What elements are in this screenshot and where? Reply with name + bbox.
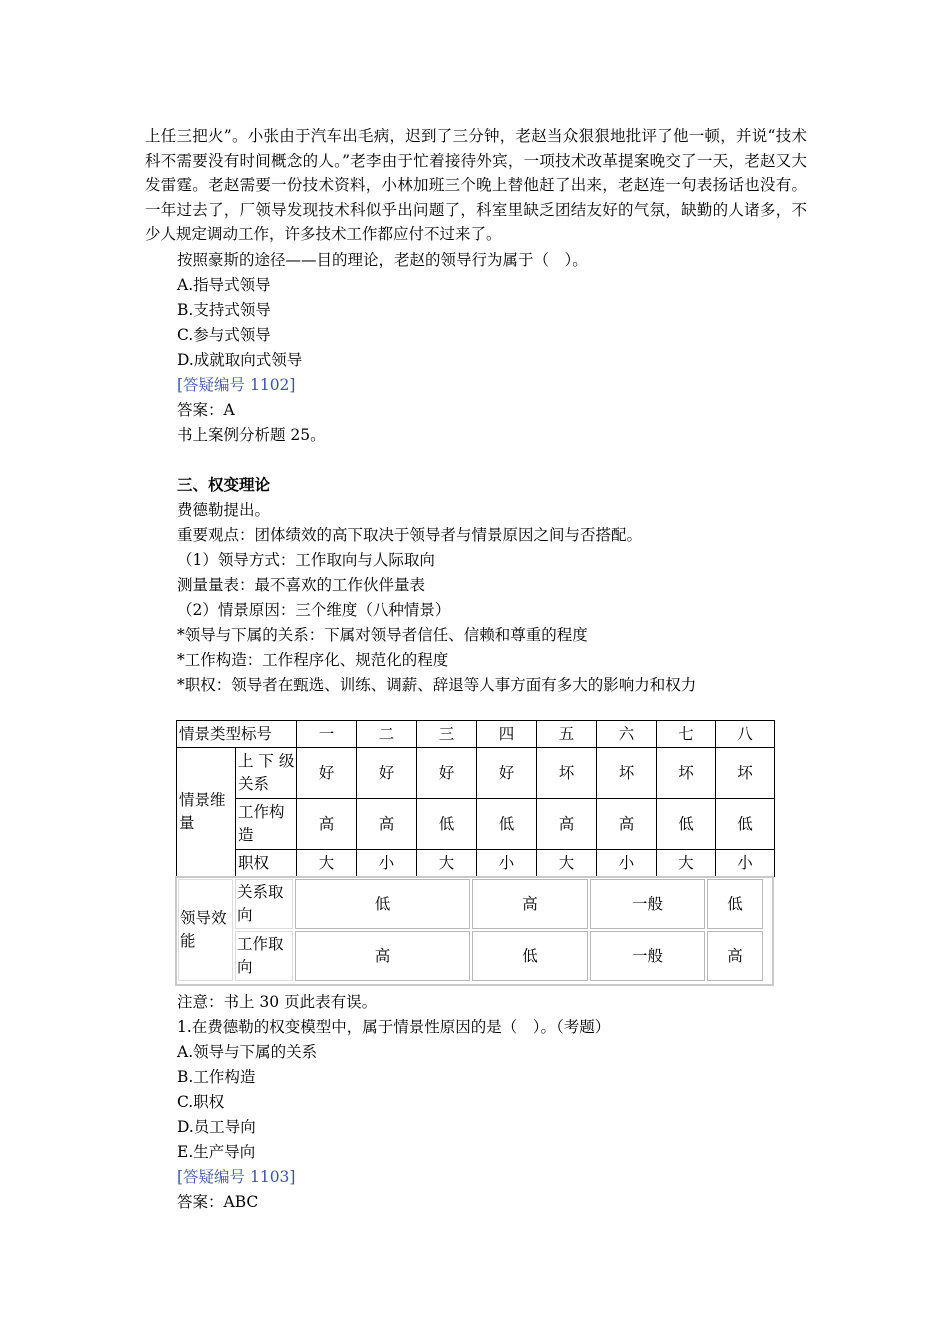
- column-header: 六: [597, 721, 657, 748]
- table-cell: 低: [477, 799, 537, 850]
- table-cell: 高: [472, 879, 588, 929]
- row-label: 上 下 级关系: [236, 748, 297, 799]
- column-header: 一: [297, 721, 357, 748]
- option-a: A.领导与下属的关系: [177, 1043, 318, 1061]
- option-e: E.生产导向: [177, 1143, 256, 1161]
- table-cell: 高: [597, 799, 657, 850]
- note-1102: 书上案例分析题 25。: [177, 426, 326, 444]
- table-cell: 大: [417, 850, 477, 877]
- section-line: （2）情景原因：三个维度（八种情景）: [177, 601, 451, 619]
- option-a: A.指导式领导: [177, 276, 271, 294]
- table-cell: 坏: [657, 748, 716, 799]
- table-cell: 大: [297, 850, 357, 877]
- section-line: （1）领导方式：工作取向与人际取向: [177, 551, 435, 569]
- column-header: 七: [657, 721, 716, 748]
- table-cell: 低: [295, 879, 470, 929]
- table-cell: 大: [537, 850, 597, 877]
- question-1102: 按照豪斯的途径——目的理论，老赵的领导行为属于（ ）。: [177, 251, 588, 269]
- table-cell: 好: [477, 748, 537, 799]
- efficacy-group-label: 领导效能: [178, 879, 233, 981]
- table-row: [178, 879, 763, 929]
- table-cell: 高: [295, 931, 470, 981]
- answer-ref-1102[interactable]: [答疑编号 1102]: [177, 376, 296, 394]
- table-cell: 好: [297, 748, 357, 799]
- table-cell: 坏: [537, 748, 597, 799]
- answer-1102: 答案：A: [177, 401, 235, 419]
- answer-1103: 答案：ABC: [177, 1193, 259, 1211]
- row-label: 关系取向: [235, 879, 293, 929]
- situation-table: [176, 720, 775, 877]
- table-cell: 低: [657, 799, 716, 850]
- option-d: D.成就取向式领导: [177, 351, 303, 369]
- efficacy-table: [176, 877, 765, 983]
- table-note: 注意：书上 30 页此表有误。: [177, 993, 378, 1011]
- table-cell: 低: [707, 879, 763, 929]
- table-cell: 高: [707, 931, 763, 981]
- intro-paragraph: 上任三把火”。小张由于汽车出毛病，迟到了三分钟，老赵当众狠狠地批评了他一顿，并说“技术科不需要没有时间概念的人。”老李由于忙着接待外宾，一项技术改革提案晚交了一天，老赵又大发雷霆。老赵需要一份技术资料，小林加班三个晚上替他赶了出来，老赵连一句表扬话也没有。一年过去了，厂领导发现技术科似乎出问题了，科室里缺乏团结友好的气氛，缺勤的人诸多，不少人规定调动工作，许多技术工作都应付不过来了。: [145, 127, 807, 244]
- header-label: 情景类型标号: [177, 721, 297, 748]
- table-cell: 一般: [590, 931, 705, 981]
- section-heading: 三、权变理论: [177, 475, 271, 494]
- table-cell: 小: [477, 850, 537, 877]
- row-label: 工作构造: [236, 799, 297, 850]
- table-cell: 坏: [716, 748, 775, 799]
- question-1103: 1.在费德勒的权变模型中，属于情景性原因的是（ ）。（考题）: [177, 1018, 611, 1036]
- row-label: 职权: [236, 850, 297, 877]
- table-cell: 好: [357, 748, 417, 799]
- section-line: 费德勒提出。: [177, 501, 271, 519]
- dimension-group-label: 情景维量: [177, 748, 236, 877]
- answer-ref-1103[interactable]: [答疑编号 1103]: [177, 1168, 296, 1186]
- table-cell: 高: [357, 799, 417, 850]
- table-cell: 小: [716, 850, 775, 877]
- section-line: 重要观点：团体绩效的高下取决于领导者与情景原因之间与否搭配。: [177, 526, 643, 544]
- option-c: C.参与式领导: [177, 326, 271, 344]
- section-line: *领导与下属的关系：下属对领导者信任、信赖和尊重的程度: [177, 626, 588, 644]
- column-header: 三: [417, 721, 477, 748]
- table-cell: 低: [716, 799, 775, 850]
- table-cell: 一般: [590, 879, 705, 929]
- option-b: B.支持式领导: [177, 301, 271, 319]
- column-header: 五: [537, 721, 597, 748]
- table-cell: 大: [657, 850, 716, 877]
- table-cell: 好: [417, 748, 477, 799]
- column-header: 四: [477, 721, 537, 748]
- table-row: [178, 931, 763, 981]
- table-cell: 低: [472, 931, 588, 981]
- option-b: B.工作构造: [177, 1068, 256, 1086]
- row-label: 工作取向: [235, 931, 293, 981]
- table-cell: 小: [597, 850, 657, 877]
- table-row: [177, 799, 775, 850]
- section-line: *工作构造：工作程序化、规范化的程度: [177, 651, 449, 669]
- column-header: 八: [716, 721, 775, 748]
- column-header: 二: [357, 721, 417, 748]
- table-cell: 高: [537, 799, 597, 850]
- table-cell: 坏: [597, 748, 657, 799]
- table-cell: 低: [417, 799, 477, 850]
- option-c: C.职权: [177, 1093, 225, 1111]
- option-d: D.员工导向: [177, 1118, 256, 1136]
- table-cell: 高: [297, 799, 357, 850]
- table-row: [177, 748, 775, 799]
- section-line: *职权：领导者在甄选、训练、调薪、辞退等人事方面有多大的影响力和权力: [177, 676, 697, 694]
- section-line: 测量量表：最不喜欢的工作伙伴量表: [177, 576, 426, 594]
- table-header-row: [177, 721, 775, 748]
- table-row: [177, 850, 775, 877]
- table-cell: 小: [357, 850, 417, 877]
